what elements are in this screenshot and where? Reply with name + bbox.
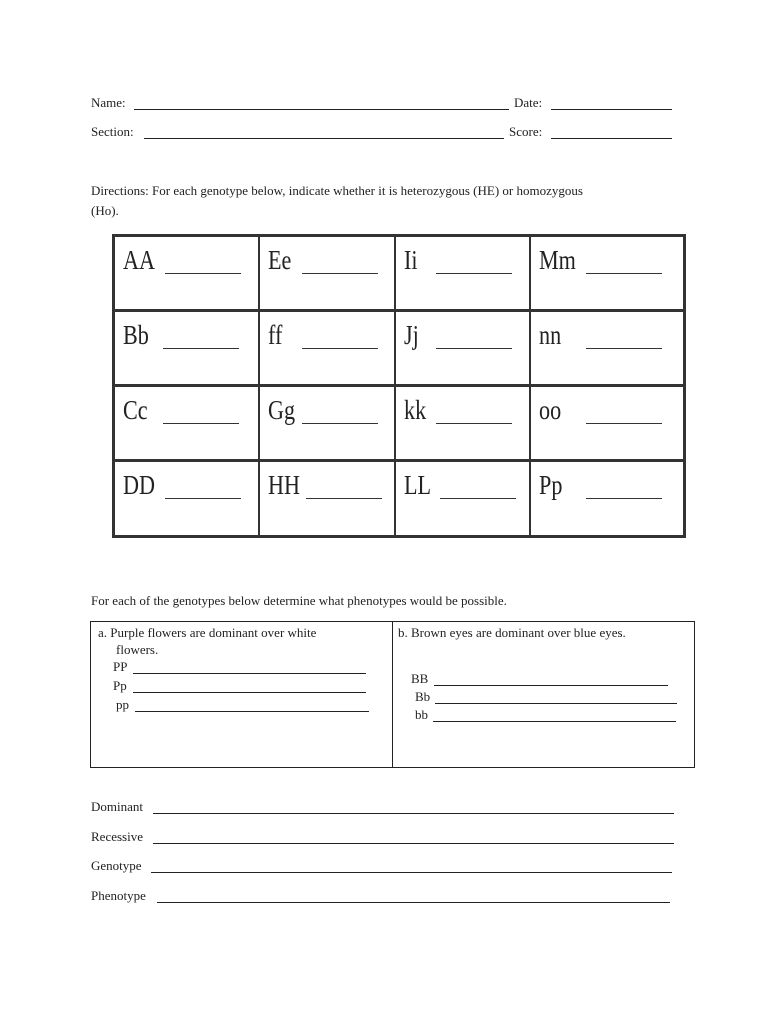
- genotype-cell: [115, 462, 260, 535]
- date-field[interactable]: [551, 109, 672, 110]
- genotype-label: Ii: [404, 245, 418, 275]
- genotype-answer-line[interactable]: [302, 348, 378, 349]
- part-b-answer-line[interactable]: [434, 685, 668, 686]
- genotype-cell: [260, 312, 396, 387]
- section-label: Section:: [91, 124, 134, 139]
- term-phenotype-label: Phenotype: [91, 888, 146, 903]
- phenotype-box: [90, 621, 695, 768]
- genotype-label: Cc: [123, 395, 148, 425]
- part-b-prompt: b. Brown eyes are dominant over blue eyes.: [398, 625, 626, 640]
- genotype-cell: [115, 237, 260, 312]
- genotype-label: oo: [539, 395, 562, 425]
- genotype-answer-line[interactable]: [302, 273, 378, 274]
- genotype-cell: [396, 312, 531, 387]
- genotype-label: Pp: [539, 470, 563, 500]
- genotype-cell: [260, 462, 396, 535]
- phenotype-box-divider: [392, 622, 393, 767]
- term-recessive-label: Recessive: [91, 829, 143, 844]
- genotype-label: kk: [404, 395, 427, 425]
- genotype-answer-line[interactable]: [165, 498, 241, 499]
- term-recessive-field[interactable]: [153, 843, 674, 844]
- part-a-answer-line[interactable]: [133, 673, 366, 674]
- section-field[interactable]: [144, 138, 504, 139]
- genotype-label: LL: [404, 470, 432, 500]
- score-label: Score:: [509, 124, 543, 139]
- term-genotype-field[interactable]: [151, 872, 672, 873]
- genotype-label: Ee: [268, 245, 292, 275]
- score-field[interactable]: [551, 138, 672, 139]
- genotype-grid: [112, 234, 686, 538]
- part-a-answer-line[interactable]: [135, 711, 369, 712]
- directions-line-1: Directions: For each genotype below, indicate whether it is heterozygous (HE) or homozygous: [91, 183, 583, 198]
- genotype-cell: [531, 387, 683, 462]
- part-a-answer-line[interactable]: [133, 692, 366, 693]
- date-label: Date:: [514, 95, 543, 110]
- part-a-genotype-pp-upper: PP: [113, 659, 128, 674]
- name-field[interactable]: [134, 109, 509, 110]
- genotype-cell: [531, 312, 683, 387]
- part-a-genotype-pp-mixed: Pp: [113, 678, 127, 693]
- genotype-cell: [115, 312, 260, 387]
- genotype-label: nn: [539, 320, 562, 350]
- name-label: Name:: [91, 95, 126, 110]
- part-b-genotype-bb-upper: BB: [411, 671, 429, 686]
- genotype-cell: [260, 387, 396, 462]
- genotype-label: Mm: [539, 245, 576, 275]
- genotype-label: HH: [268, 470, 300, 500]
- genotype-cell: [396, 387, 531, 462]
- genotype-answer-line[interactable]: [302, 423, 378, 424]
- genotype-answer-line[interactable]: [586, 423, 662, 424]
- genotype-answer-line[interactable]: [586, 273, 662, 274]
- directions-line-2: (Ho).: [91, 203, 119, 218]
- genotype-answer-line[interactable]: [436, 423, 512, 424]
- genotype-answer-line[interactable]: [165, 273, 241, 274]
- term-dominant-label: Dominant: [91, 799, 143, 814]
- genotype-label: AA: [123, 245, 155, 275]
- phenotype-intro: For each of the genotypes below determine what phenotypes would be possible.: [91, 593, 507, 608]
- genotype-answer-line[interactable]: [586, 498, 662, 499]
- part-b-genotype-bb-lower: bb: [415, 707, 428, 722]
- genotype-answer-line[interactable]: [440, 498, 516, 499]
- genotype-cell: [396, 462, 531, 535]
- part-b-answer-line[interactable]: [433, 721, 676, 722]
- genotype-answer-line[interactable]: [436, 273, 512, 274]
- genotype-answer-line[interactable]: [163, 423, 239, 424]
- genotype-label: Gg: [268, 395, 296, 425]
- genotype-answer-line[interactable]: [163, 348, 239, 349]
- term-genotype-label: Genotype: [91, 858, 142, 873]
- genotype-answer-line[interactable]: [436, 348, 512, 349]
- genotype-cell: [115, 387, 260, 462]
- genotype-cell: [531, 462, 683, 535]
- genotype-answer-line[interactable]: [586, 348, 662, 349]
- genotype-label: Bb: [123, 320, 149, 350]
- part-a-prompt-line-1: a. Purple flowers are dominant over white: [98, 625, 317, 640]
- genotype-label: Jj: [404, 320, 419, 350]
- genotype-answer-line[interactable]: [306, 498, 382, 499]
- part-a-prompt-line-2: flowers.: [116, 642, 159, 657]
- term-dominant-field[interactable]: [153, 813, 674, 814]
- term-phenotype-field[interactable]: [157, 902, 670, 903]
- part-a-genotype-pp-lower: pp: [116, 697, 129, 712]
- part-b-genotype-bb-mixed: Bb: [415, 689, 431, 704]
- genotype-label: DD: [123, 470, 155, 500]
- part-b-answer-line[interactable]: [435, 703, 677, 704]
- genotype-label: ff: [268, 320, 283, 350]
- genotype-cell: [531, 237, 683, 312]
- genotype-cell: [260, 237, 396, 312]
- genotype-cell: [396, 237, 531, 312]
